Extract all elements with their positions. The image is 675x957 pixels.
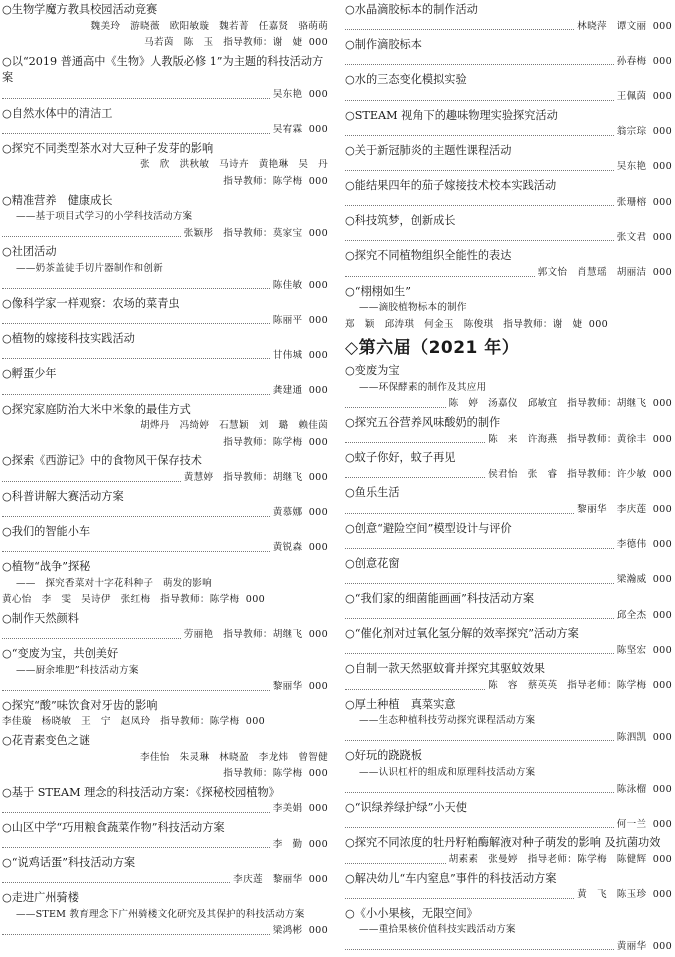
leader-dots: [2, 516, 270, 517]
entry-subtitle: ——重拾果核价值科技实践活动方案: [359, 924, 516, 936]
entry-title: ○精准营养 健康成长: [2, 193, 113, 207]
entry-author-line: [2, 679, 328, 696]
entry-title: ○基于 STEAM 理念的科技活动方案：《探秘校园植物》: [2, 785, 280, 799]
toc-entry[interactable]: [345, 697, 672, 747]
entry-authors: 劳丽艳 指导教师：胡继飞 000: [183, 629, 328, 641]
toc-entry[interactable]: [2, 141, 328, 191]
leader-dots: [345, 442, 485, 443]
entry-author-line: [345, 887, 672, 904]
entry-title: ○花青素变色之谜: [2, 733, 91, 747]
entry-author-line: [2, 801, 328, 818]
leader-dots: [2, 323, 270, 324]
right-column: [345, 2, 672, 957]
toc-entry[interactable]: [345, 178, 672, 211]
entry-title: ○植物“战争”探秘: [2, 560, 91, 573]
entry-authors: 李庆莲 黎丽华 000: [233, 873, 328, 885]
entry-authors: 黄丽华 000: [616, 940, 672, 952]
entry-title: ○“识绿养绿护绿”小天使: [345, 801, 467, 815]
toc-entry[interactable]: [2, 489, 328, 522]
entry-title: ○以“2019 普通高中《生物》人教版必修 1”为主题的科技活动方案: [2, 54, 324, 85]
entry-title: ○创意花窗: [345, 556, 400, 570]
toc-entry[interactable]: [345, 284, 672, 334]
entry-title: ○探究不同类型茶水对大豆种子发芽的影响: [2, 141, 214, 155]
entry-authors: 陈 婷 汤嘉仪 邱敏宜 指导教师：胡继飞 000: [448, 398, 672, 410]
entry-title: ○探究不同植物组织全能性的表达: [345, 249, 512, 263]
leader-dots: [345, 653, 614, 654]
entry-author-line: [2, 540, 328, 557]
toc-entry[interactable]: [345, 871, 672, 904]
entry-title: ○“催化剂对过氧化氢分解的效率探究”活动方案: [345, 627, 579, 641]
entry-author-line: [345, 195, 672, 212]
entry-title: ○“我们家的细菌能画画”科技活动方案: [345, 592, 535, 605]
entry-authors: 李德伟 000: [616, 539, 672, 551]
entry-authors: 黄慧婷 指导教师：胡继飞 000: [183, 472, 328, 484]
entry-authors: 张文君 000: [616, 231, 672, 243]
entry-title: ○科普讲解大赛活动方案: [2, 489, 124, 503]
entry-author-line: [2, 923, 328, 940]
leader-dots: [2, 394, 270, 395]
leader-dots: [345, 135, 614, 136]
leader-dots: [345, 513, 574, 514]
entry-author-line: [2, 627, 328, 644]
leader-dots: [345, 407, 446, 408]
entry-authors: 吴东艳 000: [272, 88, 328, 100]
entry-author-line: [345, 643, 672, 660]
toc-entry[interactable]: [345, 748, 672, 798]
entry-title: ○走进广州骑楼: [2, 891, 79, 905]
toc-entry[interactable]: [2, 193, 328, 243]
entry-author-line: [2, 505, 328, 522]
entry-title: ○科技筑梦，创新成长: [345, 214, 456, 228]
toc-entry[interactable]: [345, 108, 672, 141]
entry-title: ○社团活动: [2, 245, 57, 259]
entry-authors: 魏美玲 游晓薇 欧阳敏璇 魏若菁 任嘉贤 骆萌萌: [90, 20, 328, 32]
leader-dots: [345, 205, 614, 206]
entry-title: ○探究五谷营养风味酸奶的制作: [345, 416, 501, 430]
entry-author-line: [2, 313, 328, 330]
entry-subtitle: ——滴胶植物标本的制作: [359, 302, 467, 314]
toc-entry[interactable]: [345, 591, 672, 624]
entry-subtitle: ——奶茶盖徒手切片器制作和创新: [16, 262, 163, 274]
entry-title: ○水晶滴胶标本的制作活动: [345, 3, 478, 16]
entry-authors: 指导教师：陈学梅 000: [223, 436, 328, 448]
entry-author-line: [345, 730, 672, 747]
toc-entry[interactable]: [345, 521, 672, 554]
section-heading: ◇第六届（2021 年）: [345, 338, 520, 359]
entry-authors: 孙春梅 000: [616, 55, 672, 67]
toc-entry[interactable]: [2, 54, 328, 104]
entry-author-line: [2, 383, 328, 400]
entry-authors: 黄心怡 李 雯 吴诗伊 张红梅 指导教师：陈学梅 000: [2, 594, 266, 606]
toc-entry[interactable]: [2, 733, 328, 783]
entry-authors: 吴东艳 000: [616, 161, 672, 173]
entry-author-line: [2, 226, 328, 243]
toc-entry[interactable]: [345, 363, 672, 413]
entry-authors: 郭文怡 肖慧瑶 胡丽洁 000: [537, 266, 672, 278]
entry-title: ○自制一款天然驱蚊膏并探究其驱蚊效果: [345, 662, 545, 676]
toc-entry[interactable]: [2, 646, 328, 696]
entry-authors: 黎丽华 000: [272, 681, 328, 693]
toc-entry[interactable]: [345, 835, 672, 868]
toc-entry[interactable]: [2, 402, 328, 452]
entry-author-line: [345, 230, 672, 247]
entry-authors: 陈坚宏 000: [616, 644, 672, 656]
toc-entry[interactable]: [345, 906, 672, 956]
toc-entry[interactable]: [2, 331, 328, 364]
entry-authors: 李美娟 000: [272, 803, 328, 815]
entry-authors: 梁瀚威 000: [616, 574, 672, 586]
toc-entry[interactable]: [345, 2, 672, 35]
toc-entry[interactable]: [2, 244, 328, 294]
entry-author-line: [345, 852, 672, 869]
leader-dots: [345, 618, 614, 619]
entry-title: ○探索《西游记》中的食物风干保存技术: [2, 454, 202, 468]
leader-dots: [345, 740, 614, 741]
leader-dots: [2, 288, 270, 289]
leader-dots: [345, 477, 485, 478]
entry-authors: 胡素素 张曼婷 指导老师：陈学梅 陈健辉 000: [448, 853, 672, 865]
entry-authors: 张 欣 洪秋敏 马诗卉 黄艳琳 吴 丹: [140, 159, 328, 171]
leader-dots: [345, 792, 614, 793]
entry-title: ○“变废为宝，共创美好: [2, 646, 119, 660]
entry-title: ○生物学魔方教具校园活动竞赛: [2, 3, 158, 16]
leader-dots: [345, 689, 485, 690]
toc-entry[interactable]: [2, 2, 328, 52]
toc-entry[interactable]: [2, 453, 328, 486]
leader-dots: [345, 64, 614, 65]
toc-entry[interactable]: [2, 611, 328, 644]
toc-entry[interactable]: [345, 213, 672, 246]
leader-dots: [345, 29, 574, 30]
entry-title: ○水的三态变化模拟实验: [345, 73, 467, 87]
entry-author-line: [345, 396, 672, 413]
entry-title: ○像科学家一样观察：农场的菜青虫: [2, 297, 180, 311]
leader-dots: [2, 481, 181, 482]
entry-authors: 龚建通 000: [272, 385, 328, 397]
entry-author-line: [345, 608, 672, 625]
entry-author-line: [345, 159, 672, 176]
entry-authors: 陈佳敏 000: [272, 279, 328, 291]
entry-author-line: [2, 470, 328, 487]
leader-dots: [2, 847, 270, 848]
entry-author-line: [345, 54, 672, 71]
leader-dots: [2, 358, 270, 359]
entry-authors: 陈丽平 000: [272, 314, 328, 326]
toc-entry[interactable]: [345, 143, 672, 176]
entry-authors: 侯君怡 张 睿 指导教师：许少敏 000: [488, 468, 672, 480]
entry-author-line: [345, 537, 672, 554]
entry-authors: 黄 飞 陈玉珍 000: [577, 889, 672, 901]
entry-title: ○关于新冠肺炎的主题性课程活动: [345, 143, 512, 157]
entry-authors: 甘伟城 000: [272, 349, 328, 361]
entry-authors: 黄锐森 000: [272, 542, 328, 554]
toc-entry[interactable]: [345, 72, 672, 105]
leader-dots: [345, 548, 614, 549]
entry-subtitle: ——厨余堆肥”科技活动方案: [16, 664, 139, 676]
leader-dots: [2, 551, 270, 552]
toc-entry[interactable]: [2, 890, 328, 940]
entry-authors: 李佳璇 杨晓敏 王 宁 赵凤玲 指导教师：陈学梅 000: [2, 716, 266, 728]
leader-dots: [2, 934, 270, 935]
entry-title: ○探究“酸”味饮食对牙齿的影响: [2, 698, 158, 712]
entry-authors: 林晓萍 谭文丽 000: [577, 20, 672, 32]
entry-authors: 黄慕娜 000: [272, 507, 328, 519]
entry-subtitle: ——生态种植科技劳动探究课程活动方案: [359, 715, 536, 727]
entry-title: ○植物的嫁接科技实践活动: [2, 332, 135, 346]
leader-dots: [345, 827, 614, 828]
toc-entry[interactable]: [345, 626, 672, 659]
leader-dots: [345, 276, 535, 277]
leader-dots: [345, 949, 614, 950]
entry-title: ○探究家庭防治大米中米象的最佳方式: [2, 402, 191, 416]
entry-authors: 翁宗琮 000: [616, 126, 672, 138]
leader-dots: [2, 133, 270, 134]
toc-entry[interactable]: [2, 106, 328, 139]
entry-title: ○“说鸡话蛋”科技活动方案: [2, 856, 136, 870]
toc-entry[interactable]: [345, 556, 672, 589]
entry-authors: 邱全杰 000: [616, 609, 672, 621]
entry-authors: 指导教师：陈学梅 000: [223, 768, 328, 780]
toc-entry[interactable]: [2, 559, 328, 609]
leader-dots: [2, 690, 270, 691]
entry-title: ○创意“避险空间”模型设计与评价: [345, 521, 512, 535]
entry-title: ○能结果四年的茄子嫁接技术校本实践活动: [345, 178, 557, 192]
toc-entry[interactable]: [2, 366, 328, 399]
left-column: [2, 2, 328, 942]
leader-dots: [345, 170, 614, 171]
entry-authors: 张珊榕 000: [616, 196, 672, 208]
entry-authors: 郑 颖 邱涛琪 何金玉 陈俊琪 指导教师：谢 婕 000: [345, 318, 609, 330]
entry-title: ○山区中学“巧用粮食蔬菜作物”科技活动方案: [2, 820, 225, 834]
entry-authors: 李佳怡 朱灵琳 林晓盈 李龙炜 曾智健: [140, 751, 328, 763]
entry-author-line: [345, 124, 672, 141]
entry-title: ○探究不同浓度的牡丹籽粕酶解液对种子萌发的影响 及抗菌功效: [345, 836, 661, 850]
entry-authors: 何一兰 000: [616, 818, 672, 830]
toc-entry[interactable]: [2, 698, 328, 731]
entry-author-line: [345, 817, 672, 834]
entry-author-line: [2, 837, 328, 854]
entry-author-line: [345, 572, 672, 589]
entry-author-line: [345, 467, 672, 484]
entry-authors: 陈 容 蔡英英 指导老师：陈学梅 000: [488, 679, 672, 691]
entry-author-line: [2, 87, 328, 104]
entry-authors: 李 勤 000: [272, 838, 328, 850]
leader-dots: [345, 583, 614, 584]
entry-authors: 指导教师：陈学梅 000: [223, 175, 328, 187]
entry-author-line: [2, 872, 328, 889]
entry-authors: 陈泳榴 000: [616, 783, 672, 795]
entry-title: ○制作天然颜料: [2, 611, 79, 625]
leader-dots: [345, 898, 574, 899]
entry-authors: 王佩茵 000: [616, 90, 672, 102]
toc-entry[interactable]: [345, 661, 672, 694]
entry-authors: 陈 来 许海燕 指导教师：黄徐丰 000: [488, 433, 672, 445]
toc-entry[interactable]: [2, 785, 328, 818]
entry-author-line: [345, 502, 672, 519]
leader-dots: [345, 863, 446, 864]
entry-author-line: [345, 19, 672, 36]
entry-author-line: [345, 89, 672, 106]
entry-author-line: [345, 939, 672, 956]
leader-dots: [2, 98, 270, 99]
entry-subtitle: ——认识杠杆的组成和原理科技活动方案: [359, 766, 536, 778]
leader-dots: [2, 236, 181, 237]
entry-subtitle: —— 探究香菜对十字花科种子 萌发的影响: [16, 577, 212, 589]
entry-title: ○《小小果核，无限空间》: [345, 906, 478, 920]
entry-author-line: [345, 432, 672, 449]
entry-authors: 马若茵 陈 玉 指导教师：谢 婕 000: [144, 37, 328, 49]
entry-author-line: [2, 348, 328, 365]
entry-authors: 吴宥霖 000: [272, 124, 328, 136]
entry-title: ○STEAM 视角下的趣味物理实验探究活动: [345, 108, 558, 122]
entry-author-line: [2, 278, 328, 295]
entry-authors: 黎丽华 李庆莲 000: [577, 504, 672, 516]
toc-entry[interactable]: [345, 800, 672, 833]
leader-dots: [345, 100, 614, 101]
toc-entry[interactable]: [345, 450, 672, 483]
entry-subtitle: ——STEM 教育理念下广州骑楼文化研究及其保护的科技活动方案: [16, 908, 305, 920]
leader-dots: [2, 638, 181, 639]
leader-dots: [2, 882, 230, 883]
entry-subtitle: ——环保酵素的制作及其应用: [359, 381, 487, 393]
entry-title: ○厚土种植 真菜实意: [345, 697, 456, 711]
entry-author-line: [345, 678, 672, 695]
leader-dots: [345, 240, 614, 241]
entry-title: ○好玩的跷跷板: [345, 749, 422, 763]
toc-entry[interactable]: [345, 415, 672, 448]
entry-title: ○我们的智能小车: [2, 524, 91, 538]
toc-entry[interactable]: [2, 296, 328, 329]
toc-entry[interactable]: [2, 855, 328, 888]
entry-author-line: [2, 122, 328, 139]
entry-authors: 张颖彤 指导教师：莫家宝 000: [183, 227, 328, 239]
entry-author-line: [345, 782, 672, 799]
toc-entry[interactable]: [345, 248, 672, 281]
toc-entry[interactable]: [2, 820, 328, 853]
leader-dots: [2, 812, 270, 813]
entry-title: ○“栩栩如生”: [345, 284, 411, 298]
entry-title: ○蚊子你好，蚊子再见: [345, 451, 456, 465]
entry-authors: 陈泗凯 000: [616, 731, 672, 743]
toc-entry[interactable]: [345, 485, 672, 518]
entry-title: ○变废为宝: [345, 364, 400, 378]
entry-title: ○解决幼儿“车内窒息”事件的科技活动方案: [345, 871, 557, 885]
toc-entry[interactable]: [345, 37, 672, 70]
entry-title: ○鱼乐生活: [345, 486, 400, 500]
entry-title: ○孵蛋少年: [2, 367, 57, 381]
entry-title: ○自然水体中的清洁工: [2, 106, 113, 120]
entry-authors: 梁鸿彬 000: [272, 925, 328, 937]
toc-entry[interactable]: [2, 524, 328, 557]
entry-authors: 胡烨丹 冯绮婷 石慧颖 刘 璐 赖佳茵: [140, 420, 328, 432]
entry-title: ○制作滴胶标本: [345, 38, 422, 52]
entry-author-line: [345, 265, 672, 282]
entry-subtitle: ——基于项目式学习的小学科技活动方案: [16, 211, 193, 223]
